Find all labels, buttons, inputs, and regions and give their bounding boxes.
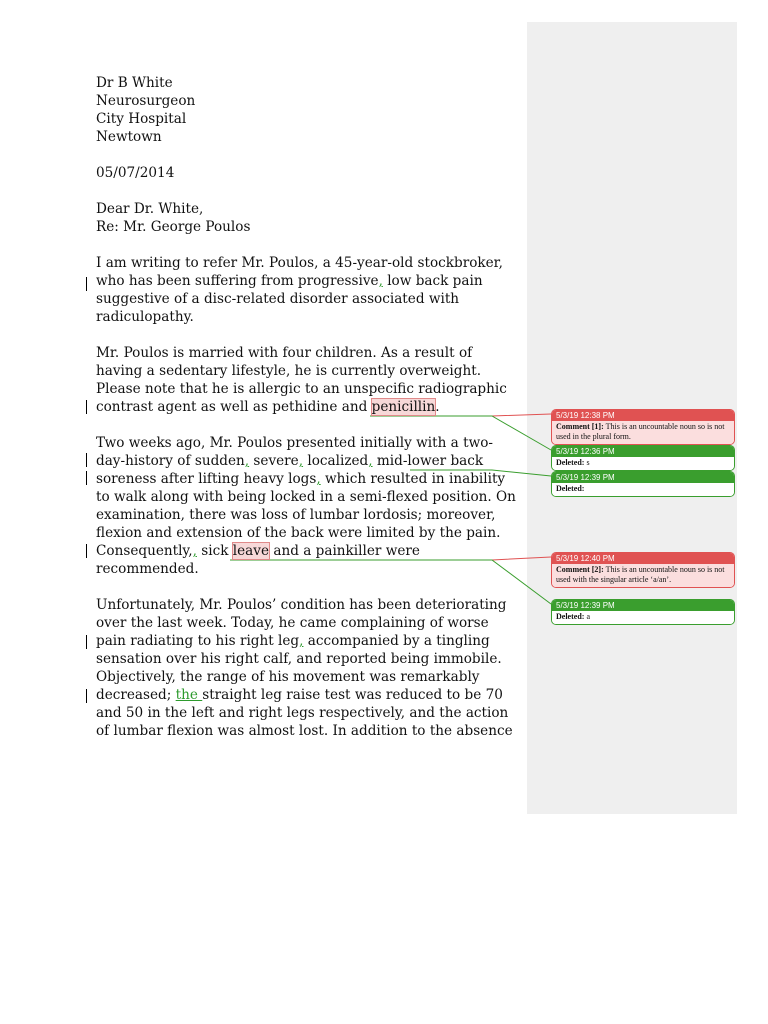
comment-label: Comment [1]: bbox=[556, 422, 604, 431]
text-line: decreased; the straight leg raise test was reduced to be 70 bbox=[96, 687, 503, 703]
text-line: and 50 in the left and right legs respectively, and the action bbox=[96, 705, 509, 721]
commented-text-penicillin[interactable]: penicillin bbox=[371, 399, 436, 415]
text-line: flexion and extension of the back were limited by the pain. bbox=[96, 525, 501, 541]
text-line: recommended. bbox=[96, 561, 199, 577]
change-bar bbox=[86, 635, 87, 649]
text-line: of lumbar flexion was almost lost. In addition to the absence bbox=[96, 723, 513, 739]
change-bar bbox=[86, 400, 87, 414]
text-line: Two weeks ago, Mr. Poulos presented initially with a two- bbox=[96, 435, 493, 451]
paragraph-2 bbox=[96, 344, 526, 416]
deleted-timestamp: 5/3/19 12:39 PM bbox=[552, 600, 734, 611]
recipient-hospital: City Hospital bbox=[96, 111, 187, 127]
text-line: Unfortunately, Mr. Poulos’ condition has been deteriorating bbox=[96, 597, 507, 613]
change-bar bbox=[86, 471, 87, 485]
text-line: having a sedentary lifestyle, he is currently overweight. bbox=[96, 363, 482, 379]
inserted-text[interactable]: , bbox=[368, 453, 373, 469]
comment-label: Comment [2]: bbox=[556, 565, 604, 574]
paragraph-1 bbox=[96, 254, 526, 326]
inserted-text[interactable]: , bbox=[298, 453, 304, 469]
paragraph-3 bbox=[96, 434, 526, 578]
recipient-name: Dr B White bbox=[96, 75, 173, 91]
deleted-timestamp: 5/3/19 12:36 PM bbox=[552, 446, 734, 457]
text-line: radiculopathy. bbox=[96, 309, 194, 325]
text-line: soreness after lifting heavy logs, which resulted in inability bbox=[96, 471, 506, 487]
inserted-text[interactable]: the bbox=[175, 687, 203, 703]
text-line: pain radiating to his right leg, accompanied by a tingling bbox=[96, 633, 490, 649]
deleted-label: Deleted: bbox=[556, 484, 585, 493]
deleted-text: s bbox=[584, 458, 590, 467]
inserted-text[interactable]: , bbox=[299, 633, 304, 649]
inserted-text[interactable]: , bbox=[244, 453, 250, 469]
deleted-balloon-3[interactable] bbox=[551, 599, 735, 625]
deleted-timestamp: 5/3/19 12:39 PM bbox=[552, 472, 734, 483]
text-line: I am writing to refer Mr. Poulos, a 45-year-old stockbroker, bbox=[96, 255, 503, 271]
change-bar bbox=[86, 277, 87, 291]
subject-line: Re: Mr. George Poulos bbox=[96, 219, 251, 235]
change-bar bbox=[86, 689, 87, 703]
inserted-text[interactable]: , bbox=[316, 471, 321, 487]
inserted-text[interactable]: , bbox=[378, 273, 383, 289]
text-line: Mr. Poulos is married with four children. As a result of bbox=[96, 345, 473, 361]
deleted-balloon-2[interactable] bbox=[551, 471, 735, 497]
change-bar bbox=[86, 453, 87, 467]
text-line: over the last week. Today, he came complaining of worse bbox=[96, 615, 489, 631]
salutation: Dear Dr. White, bbox=[96, 201, 204, 217]
comment-balloon-1[interactable] bbox=[551, 409, 735, 445]
text-line: Please note that he is allergic to an unspecific radiographic bbox=[96, 381, 507, 397]
inserted-text[interactable]: , bbox=[192, 543, 197, 559]
comment-text: This is an uncountable noun so is not used with the singular article ‘a/an’. bbox=[556, 565, 725, 584]
comment-balloon-2[interactable] bbox=[551, 552, 735, 588]
deleted-label: Deleted: bbox=[556, 612, 585, 621]
text-line: Objectively, the range of his movement was remarkably bbox=[96, 669, 480, 685]
letter-date: 05/07/2014 bbox=[96, 165, 175, 181]
paragraph-4 bbox=[96, 596, 526, 740]
text-line: suggestive of a disc-related disorder associated with bbox=[96, 291, 460, 307]
recipient-town: Newtown bbox=[96, 129, 162, 145]
comment-timestamp: 5/3/19 12:40 PM bbox=[552, 553, 734, 564]
comment-text: This is an uncountable noun so is not used in the plural form. bbox=[556, 422, 725, 441]
commented-text-leave[interactable]: leave bbox=[232, 543, 270, 559]
text-line: to walk along with being locked in a semi-flexed position. On bbox=[96, 489, 516, 505]
change-bar bbox=[86, 544, 87, 558]
deleted-label: Deleted: bbox=[556, 458, 585, 467]
recipient-title: Neurosurgeon bbox=[96, 93, 196, 109]
text-line: contrast agent as well as pethidine and penicillin. bbox=[96, 399, 440, 415]
text-line: sensation over his right calf, and reported being immobile. bbox=[96, 651, 502, 667]
comment-timestamp: 5/3/19 12:38 PM bbox=[552, 410, 734, 421]
deleted-text: a bbox=[584, 612, 590, 621]
text-line: day-history of sudden, severe, localized, mid-lower back bbox=[96, 453, 484, 469]
text-line: who has been suffering from progressive, low back pain bbox=[96, 273, 483, 289]
deleted-balloon-1[interactable] bbox=[551, 445, 735, 471]
text-line: Consequently,, sick leave and a painkiller were bbox=[96, 543, 420, 559]
text-line: examination, there was loss of lumbar lordosis; moreover, bbox=[96, 507, 496, 523]
letter-body bbox=[96, 74, 526, 740]
